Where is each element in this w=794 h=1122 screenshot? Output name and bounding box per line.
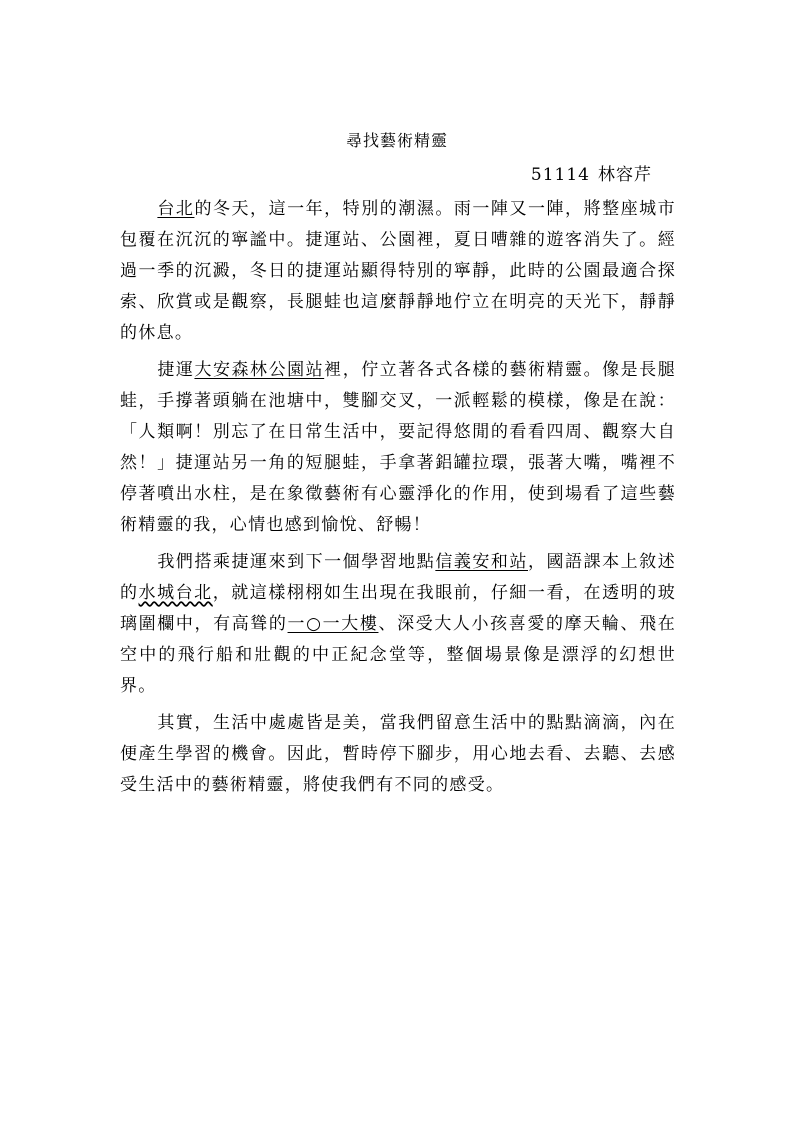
paragraph-3-text-g: 、深受大人小孩喜愛的摩天輪、飛在空中的飛行船和壯觀的中正紀念堂等，整個場景像是漂浮的幻想世界。 <box>120 614 676 696</box>
book-title-water-city-taipei: 水城台北 <box>138 583 213 603</box>
paragraph-3 <box>120 547 676 702</box>
proper-noun-taipei-101: 一○一大樓 <box>287 614 379 634</box>
paragraph-1 <box>120 194 676 349</box>
proper-noun-xinyi-anhe-station: 信義安和站 <box>435 552 528 572</box>
paragraph-3-text-a: 我們搭乘捷運來到下一個學習地點 <box>157 552 436 572</box>
document-title: 尋找藝術精靈 <box>345 131 448 150</box>
paragraph-2-text-a: 捷運 <box>157 360 195 380</box>
proper-noun-taipei: 台北 <box>157 199 195 219</box>
author-id: 51114 <box>530 165 590 185</box>
essay-body <box>120 194 676 807</box>
paragraph-3-text-e: ，就這樣栩栩如生出現在我眼前，仔細一看，在透明的玻璃圍欄中，有高聳的 <box>120 583 676 634</box>
paragraph-2-text-c: 裡，佇立著各式各樣的藝術精靈。像是長腿蛙，手撐著頭躺在池塘中，雙腳交叉，一派輕鬆的模樣，像是在說：「人類啊！別忘了在日常生活中，要記得悠閒的看看四周、觀察大自然！」捷運站另一角的短腿蛙，手拿著鋁罐拉環，張著大嘴，嘴裡不停著噴出水柱，是在象徵藝術有心靈淨化的作用，使到場看了這些藝術精靈的我，心情也感到愉悅、舒暢！ <box>120 360 676 535</box>
author-line <box>531 164 652 186</box>
paragraph-3-text-c: ，國語課本上敘述的 <box>120 552 677 603</box>
paragraph-4-text: 其實，生活中處處皆是美，當我們留意生活中的點點滴滴，內在便產生學習的機會。因此，暫時停下腳步，用心地去看、去聽、去感受生活中的藝術精靈，將使我們有不同的感受。 <box>120 713 676 795</box>
paragraph-4 <box>120 708 676 801</box>
paragraph-2 <box>120 355 676 541</box>
paragraph-1-text: 的冬天，這一年，特別的潮濕。雨一陣又一陣，將整座城市包覆在沉沉的寧謐中。捷運站、公園裡，夏日嘈雜的遊客消失了。經過一季的沉澱，冬日的捷運站顯得特別的寧靜，此時的公園最適合探索、欣賞或是觀察，長腿蛙也這麼靜靜地佇立在明亮的天光下，靜靜的休息。 <box>120 199 676 343</box>
author-name: 林容芹 <box>598 165 652 185</box>
proper-noun-daan-park-station: 大安森林公園站 <box>194 360 325 380</box>
